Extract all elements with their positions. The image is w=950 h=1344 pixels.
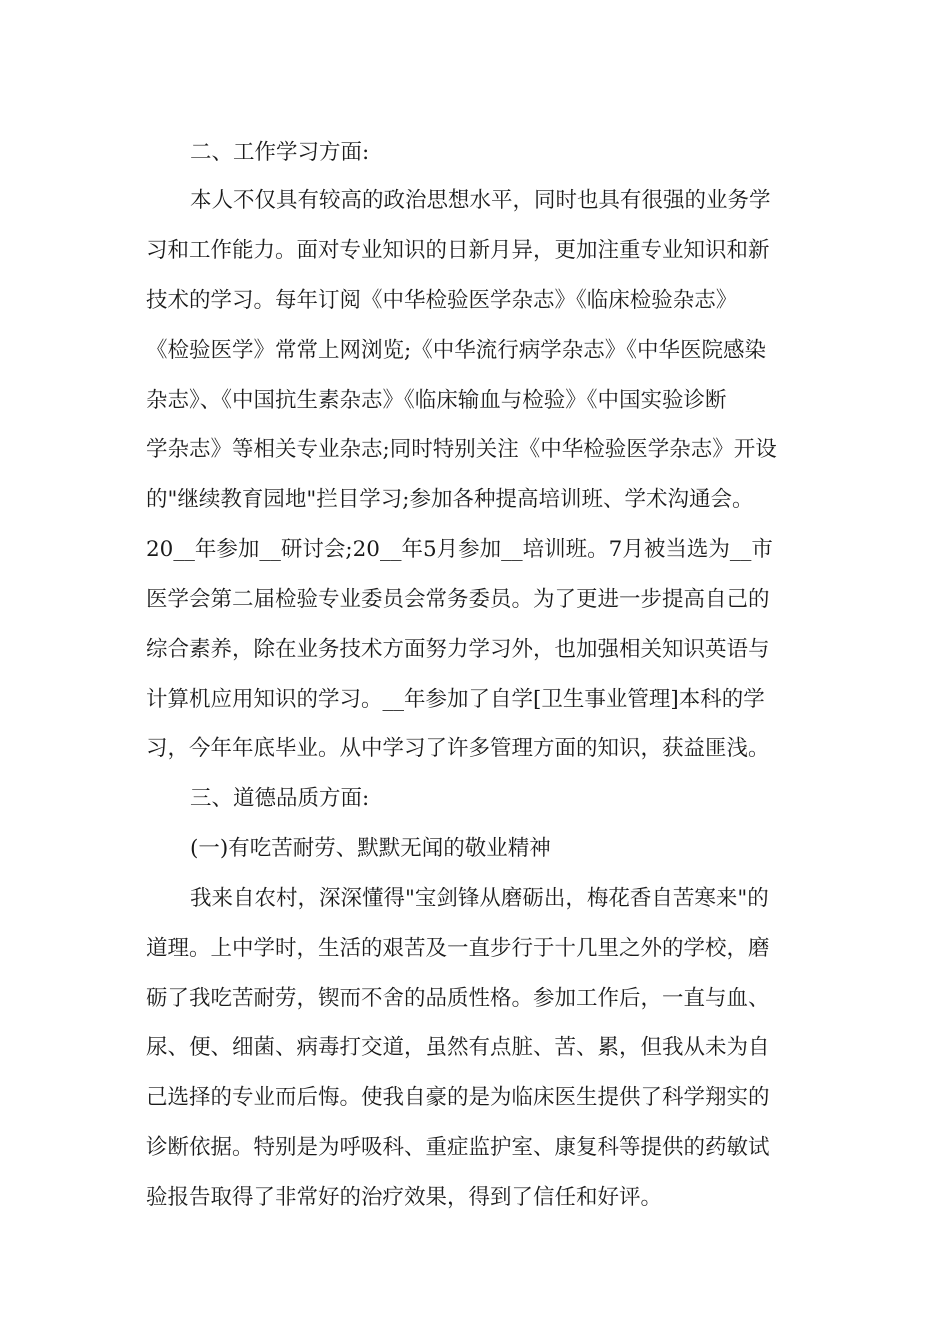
paragraph-line: 学杂志》等相关专业杂志;同时特别关注《中华检验医学杂志》开设 [146, 437, 777, 462]
paragraph-line: 技术的学习。每年订阅《中华检验医学杂志》《临床检验杂志》 [146, 288, 738, 313]
paragraph-line: 医学会第二届检验专业委员会常务委员。为了更进一步提高自己的 [146, 587, 770, 612]
paragraph-line: 习，今年年底毕业。从中学习了许多管理方面的知识，获益匪浅。 [146, 736, 770, 761]
section-heading-work-study: 二、工作学习方面: [190, 140, 370, 165]
paragraph-line: 验报告取得了非常好的治疗效果，得到了信任和好评。 [146, 1185, 663, 1210]
paragraph-line: 杂志》、《中国抗生素杂志》《临床输血与检验》《中国实验诊断 [146, 388, 727, 413]
paragraph-line: 综合素养，除在业务技术方面努力学习外，也加强相关知识英语与 [146, 637, 770, 662]
paragraph-line: 《检验医学》常常上网浏览;《中华流行病学杂志》《中华医院感染 [146, 338, 766, 363]
paragraph-line: 本人不仅具有较高的政治思想水平，同时也具有很强的业务学 [190, 188, 771, 213]
paragraph-line: 砺了我吃苦耐劳，锲而不舍的品质性格。参加工作后，一直与血、 [146, 986, 770, 1011]
section-heading-moral-quality: 三、道德品质方面: [190, 786, 370, 811]
paragraph-line: 20__年参加__研讨会;20__年5月参加__培训班。7月被当选为__市 [146, 537, 773, 562]
paragraph-line: 习和工作能力。面对专业知识的日新月异，更加注重专业知识和新 [146, 238, 770, 263]
paragraph-line: 计算机应用知识的学习。__年参加了自学[卫生事业管理]本科的学 [146, 687, 765, 712]
paragraph-line: 的"继续教育园地"拦目学习;参加各种提高培训班、学术沟通会。 [146, 487, 754, 512]
subsection-heading: (一)有吃苦耐劳、默默无闻的敬业精神 [190, 836, 551, 861]
paragraph-line: 道理。上中学时，生活的艰苦及一直步行于十几里之外的学校，磨 [146, 936, 770, 961]
paragraph-line: 尿、便、细菌、病毒打交道，虽然有点脏、苦、累，但我从未为自 [146, 1035, 770, 1060]
paragraph-line: 诊断依据。特别是为呼吸科、重症监护室、康复科等提供的药敏试 [146, 1135, 770, 1160]
paragraph-line: 我来自农村，深深懂得"宝剑锋从磨砺出，梅花香自苦寒来"的 [190, 886, 769, 911]
paragraph-line: 己选择的专业而后悔。使我自豪的是为临床医生提供了科学翔实的 [146, 1085, 770, 1110]
